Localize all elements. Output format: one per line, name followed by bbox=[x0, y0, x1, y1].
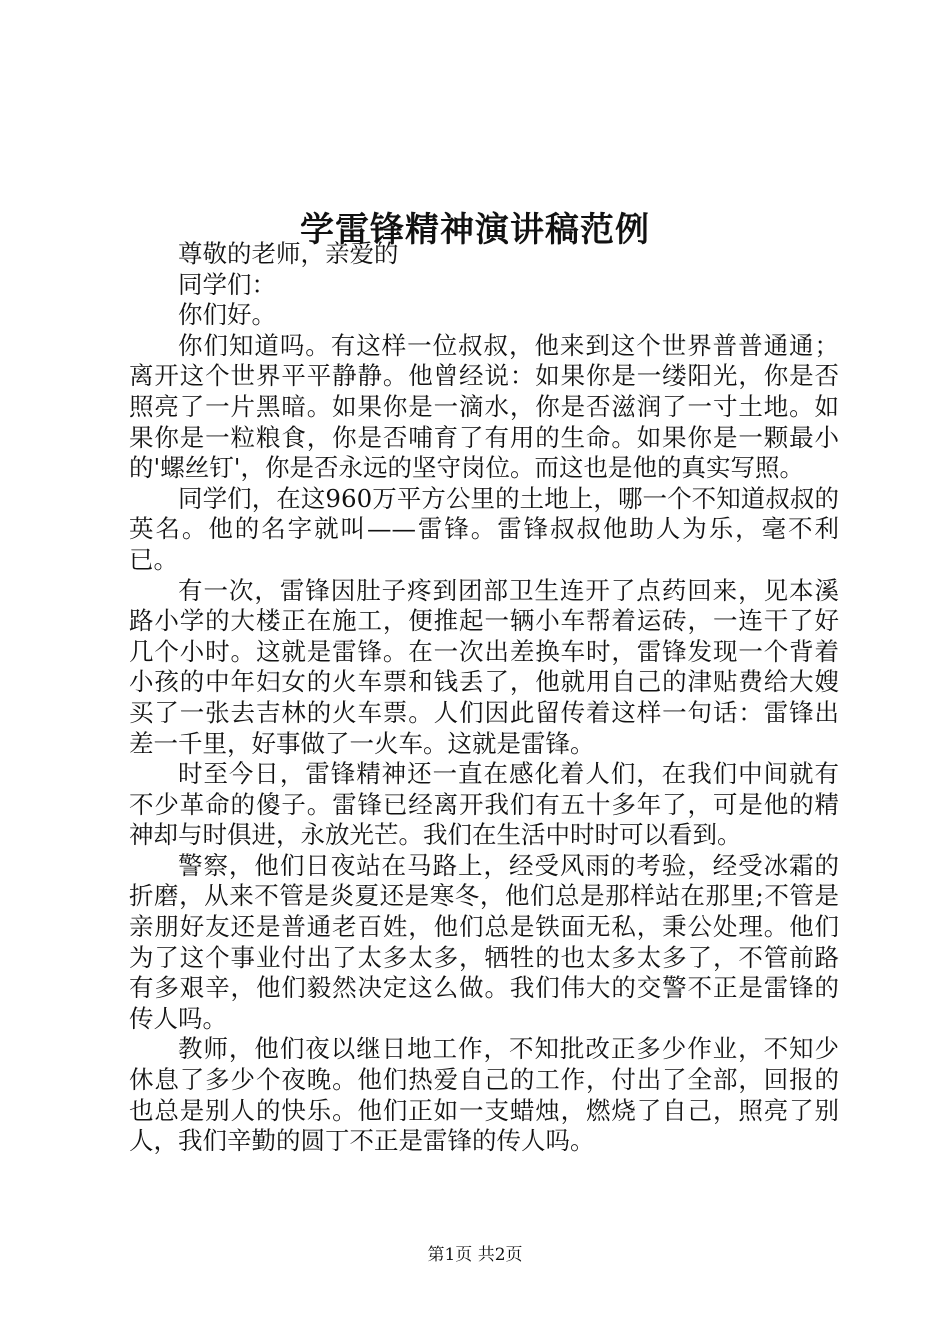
salutation-line: 同学们： bbox=[178, 269, 276, 299]
document-body bbox=[129, 239, 839, 1157]
body-paragraph: 有一次，雷锋因肚子疼到团部卫生连开了点药回来，见本溪路小学的大楼正在施工，便推起一辆小车帮着运砖，一连干了好几个小时。这就是雷锋。在一次出差换车时，雷锋发现一个背着小孩的中年妇女的火车票和钱丢了，他就用自己的津贴费给大嫂买了一张去吉林的火车票。人们因此留传着这样一句话：雷锋出差一千里，好事做了一火车。这就是雷锋。 bbox=[129, 575, 839, 758]
body-paragraph: 同学们，在这960万平方公里的土地上，哪一个不知道叔叔的英名。他的名字就叫——雷锋。雷锋叔叔他助人为乐，毫不利已。 bbox=[129, 483, 839, 574]
document-title: 学雷锋精神演讲稿范例 bbox=[300, 209, 650, 250]
body-paragraph: 你们知道吗。有这样一位叔叔，他来到这个世界普普通通；离开这个世界平平静静。他曾经说：如果你是一缕阳光，你是否照亮了一片黑暗。如果你是一滴水，你是否滋润了一寸土地。如果你是一粒粮食，你是否哺育了有用的生命。如果你是一颗最小的'螺丝钉'，你是否永远的坚守岗位。而这也是他的真实写照。 bbox=[129, 330, 839, 483]
body-paragraph: 警察，他们日夜站在马路上，经受风雨的考验，经受冰霜的折磨，从来不管是炎夏还是寒冬，他们总是那样站在那里;不管是亲朋好友还是普通老百姓，他们总是铁面无私，秉公处理。他们为了这个事业付出了太多太多，牺牲的也太多太多了，不管前路有多艰辛，他们毅然决定这么做。我们伟大的交警不正是雷锋的传人吗。 bbox=[129, 850, 839, 1033]
page-number-footer: 第1页 共2页 bbox=[427, 1245, 523, 1265]
body-paragraph: 时至今日，雷锋精神还一直在感化着人们，在我们中间就有不少革命的傻子。雷锋已经离开我们有五十多年了，可是他的精神却与时俱进，永放光芒。我们在生活中时时可以看到。 bbox=[129, 759, 839, 850]
body-paragraph: 教师，他们夜以继日地工作，不知批改正多少作业，不知少休息了多少个夜晚。他们热爱自己的工作，付出了全部，回报的也总是别人的快乐。他们正如一支蜡烛，燃烧了自己，照亮了别人，我们辛勤的圆丁不正是雷锋的传人吗。 bbox=[129, 1034, 839, 1156]
salutation-line: 尊敬的老师，亲爱的 bbox=[178, 239, 399, 268]
greeting-line: 你们好。 bbox=[178, 300, 276, 330]
